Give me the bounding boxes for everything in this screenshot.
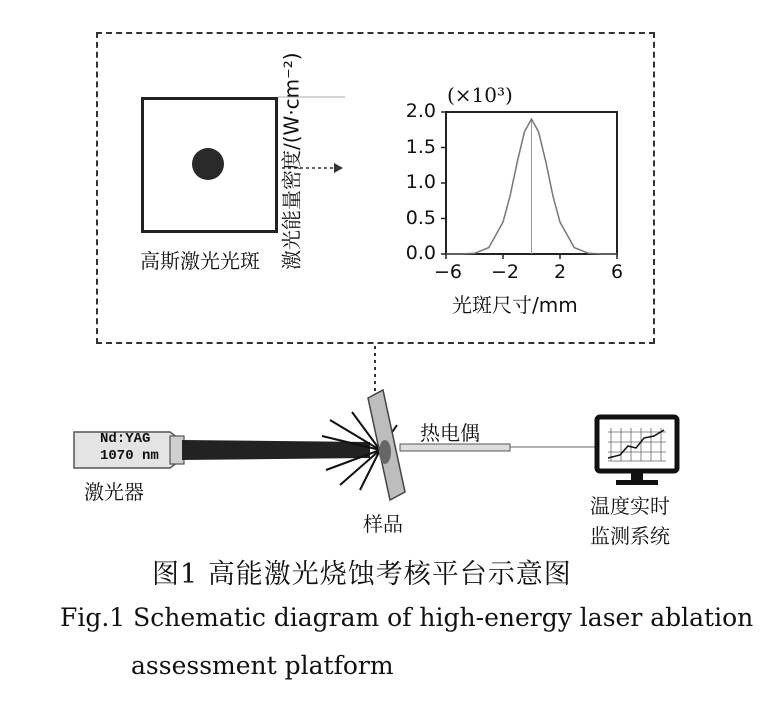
y-axis-label: 激光能量密度/(W·cm⁻²) [279,52,304,270]
laser-beam [182,440,370,460]
y-tick-label: 1.0 [405,171,436,193]
x-tick-label: −6 [434,261,463,283]
burn-mark [379,440,391,464]
caption-english-line1: Fig.1 Schematic diagram of high-energy laser ablation [60,603,754,632]
y-tick-label: 1.5 [405,135,436,158]
x-tick-label: 2 [553,261,567,283]
y-tick-label: 0.5 [405,206,436,229]
laser-model-text: Nd:YAG [100,431,151,447]
chart-marks [441,112,617,259]
caption-english-line2: assessment platform [131,651,394,680]
x-tick-label: 6 [610,261,624,283]
x-tick-label: −2 [491,261,520,283]
laser-wavelength-text: 1070 nm [100,448,159,464]
monitor-label-line1: 温度实时 [590,494,670,518]
thermocouple-label: 热电偶 [420,421,480,445]
y-tick-label: 2.0 [405,100,436,122]
y-tick-label: 0.0 [405,242,436,264]
x-axis-label: 光斑尺寸/mm [452,293,578,317]
arrow-head [334,163,343,173]
monitor-label-line2: 监测系统 [590,524,670,548]
scale-note: (×10³) [447,83,513,107]
sample-label: 样品 [363,512,403,536]
spot-label: 高斯激光光斑 [140,249,260,273]
monitor [597,417,677,485]
laser-label: 激光器 [84,480,144,504]
caption-chinese: 图1 高能激光烧蚀考核平台示意图 [152,559,572,590]
